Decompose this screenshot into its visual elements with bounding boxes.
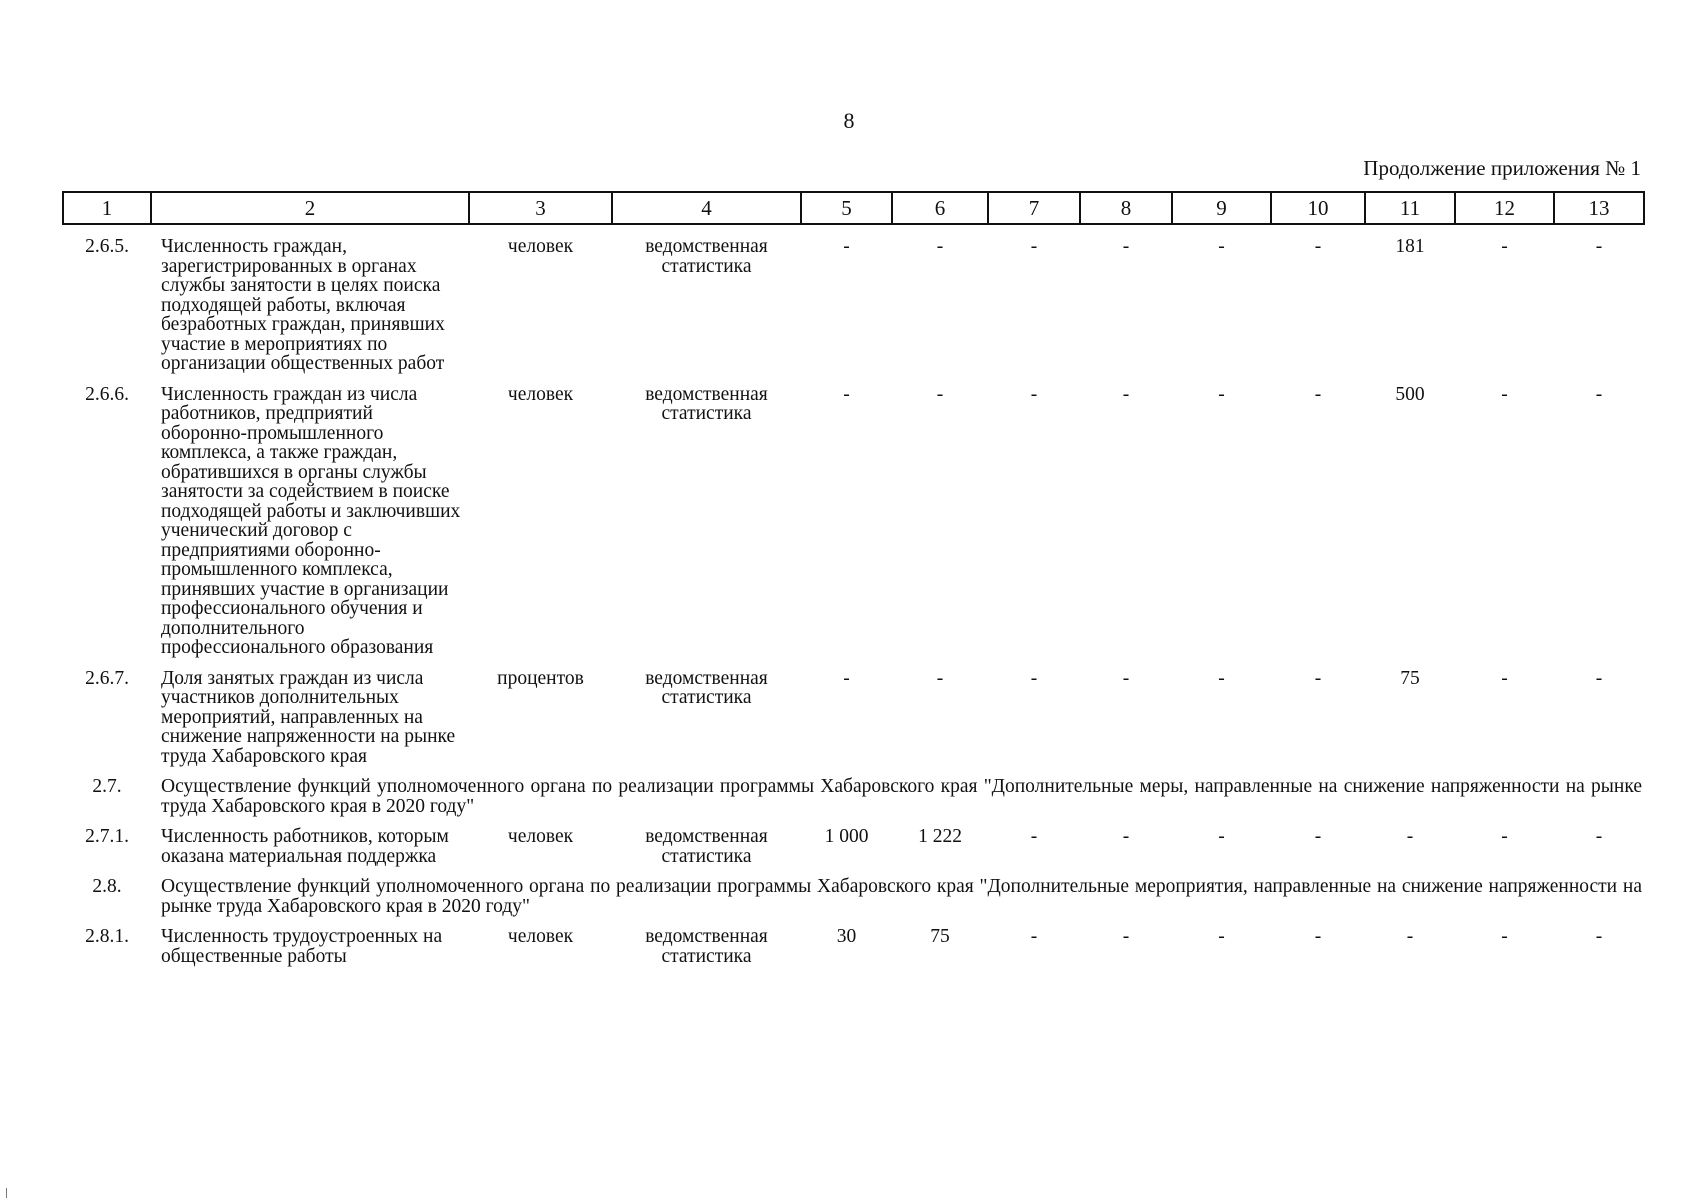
value-cell: - [1030,236,1038,257]
value-cell: - [843,236,850,257]
table-row [63,658,1644,767]
indicator-table [62,191,1645,966]
value-cell: - [1314,826,1322,847]
indicator-name: Численность работников, которым оказана материальная поддержка [161,826,449,867]
value-cell: - [936,667,944,689]
indicator-name: Численность граждан из числа работников, предприятий оборонно-промышленного комплекса, а также граждан, обратившихся в органы службы занятости за содействием в поиске подходящей работы и заключивших ученический договор с предприятиями оборонно-промышленного комплекса, принявших участие в организации профессионального обучения и дополнительного профессионального образования [161,383,461,658]
header-cell: 6 [892,192,988,224]
source-cell: ведомственная статистика [645,926,768,967]
value-cell: - [1218,383,1225,405]
row-code: 2.8.1. [85,926,129,947]
row-code: 2.7. [92,776,122,797]
value-cell: - [936,236,944,257]
source-cell: ведомственная статистика [645,667,768,708]
table-row [63,816,1644,866]
value-cell: 1 222 [918,826,962,847]
value-cell: - [1595,383,1603,405]
indicator-name: Численность граждан, зарегистрированных в органах службы занятости в целях поиска подходящей работы, включая безработных граждан, принявших участие в мероприятиях по организации общественных работ [161,236,445,374]
value-cell: - [1314,236,1322,257]
value-cell: - [1406,926,1414,947]
value-cell: - [1595,926,1603,947]
value-cell: - [1595,826,1603,847]
value-cell: - [936,383,944,405]
row-code: 2.8. [92,876,122,897]
unit-cell: человек [507,826,574,847]
value-cell: - [1314,667,1322,689]
value-cell: - [1595,236,1603,257]
header-cell: 5 [801,192,892,224]
header-row [63,192,1644,224]
section-title: Осуществление функций уполномоченного органа по реализации программы Хабаровского края "Дополнительные меры, направленные на снижение напряженности на рынке труда Хабаровского края в 2020 году" [161,776,1642,817]
header-cell: 10 [1271,192,1365,224]
section-row [63,766,1644,816]
value-cell: - [1122,236,1130,257]
section-title: Осуществление функций уполномоченного органа по реализации программы Хабаровского края "Дополнительные мероприятия, направленные на снижение напряженности на рынке труда Хабаровского края в 2020 году" [161,876,1642,917]
value-cell: - [1030,926,1038,947]
header-cell: 9 [1172,192,1271,224]
source-cell: ведомственная статистика [645,236,768,277]
unit-cell: человек [507,383,574,405]
value-cell: - [1501,926,1508,947]
value-cell: - [1314,383,1322,405]
indicator-name: Доля занятых граждан из числа участников дополнительных мероприятий, направленных на снижение напряженности на рынке труда Хабаровского края [161,667,456,767]
value-cell: - [843,383,850,405]
value-cell: - [1501,383,1508,405]
value-cell: - [1501,667,1508,689]
value-cell: 75 [930,926,950,947]
header-cell: 13 [1554,192,1644,224]
row-code: 2.6.6. [85,383,129,405]
value-cell: - [1406,826,1414,847]
row-code: 2.7.1. [85,826,129,847]
value-cell: - [1030,667,1038,689]
header-cell: 3 [469,192,612,224]
header-cell: 8 [1080,192,1172,224]
row-code: 2.6.5. [85,236,129,257]
value-cell: - [1122,826,1130,847]
scan-edge-mark [6,1188,7,1198]
source-cell: ведомственная статистика [645,826,768,867]
value-cell: - [1218,236,1225,257]
value-cell: - [1501,236,1508,257]
header-cell: 4 [612,192,801,224]
table-row [63,224,1644,374]
table-row [63,374,1644,658]
header-cell: 11 [1365,192,1455,224]
value-cell: - [1218,926,1225,947]
header-cell: 1 [63,192,151,224]
value-cell: - [1501,826,1508,847]
value-cell: - [1218,826,1225,847]
unit-cell: человек [507,236,574,257]
indicator-name: Численность трудоустроенных на общественные работы [161,926,443,967]
unit-cell: процентов [497,667,584,689]
value-cell: 500 [1395,383,1425,405]
source-cell: ведомственная статистика [645,383,768,424]
value-cell: - [1314,926,1322,947]
header-cell: 7 [988,192,1080,224]
value-cell: - [1218,667,1225,689]
value-cell: 75 [1400,667,1420,689]
value-cell: - [1122,667,1130,689]
page-number: 8 [843,108,855,133]
value-cell: 1 000 [824,826,869,847]
value-cell: 181 [1395,236,1425,257]
value-cell: - [843,667,850,689]
unit-cell: человек [507,926,574,947]
value-cell: 30 [836,926,857,947]
value-cell: - [1030,383,1038,405]
section-row [63,866,1644,916]
row-code: 2.6.7. [85,667,129,689]
header-cell: 12 [1455,192,1554,224]
header-cell: 2 [151,192,469,224]
value-cell: - [1595,667,1603,689]
value-cell: - [1030,826,1038,847]
table-row [63,916,1644,966]
value-cell: - [1122,383,1130,405]
value-cell: - [1122,926,1130,947]
continuation-label: Продолжение приложения № 1 [1363,156,1641,180]
